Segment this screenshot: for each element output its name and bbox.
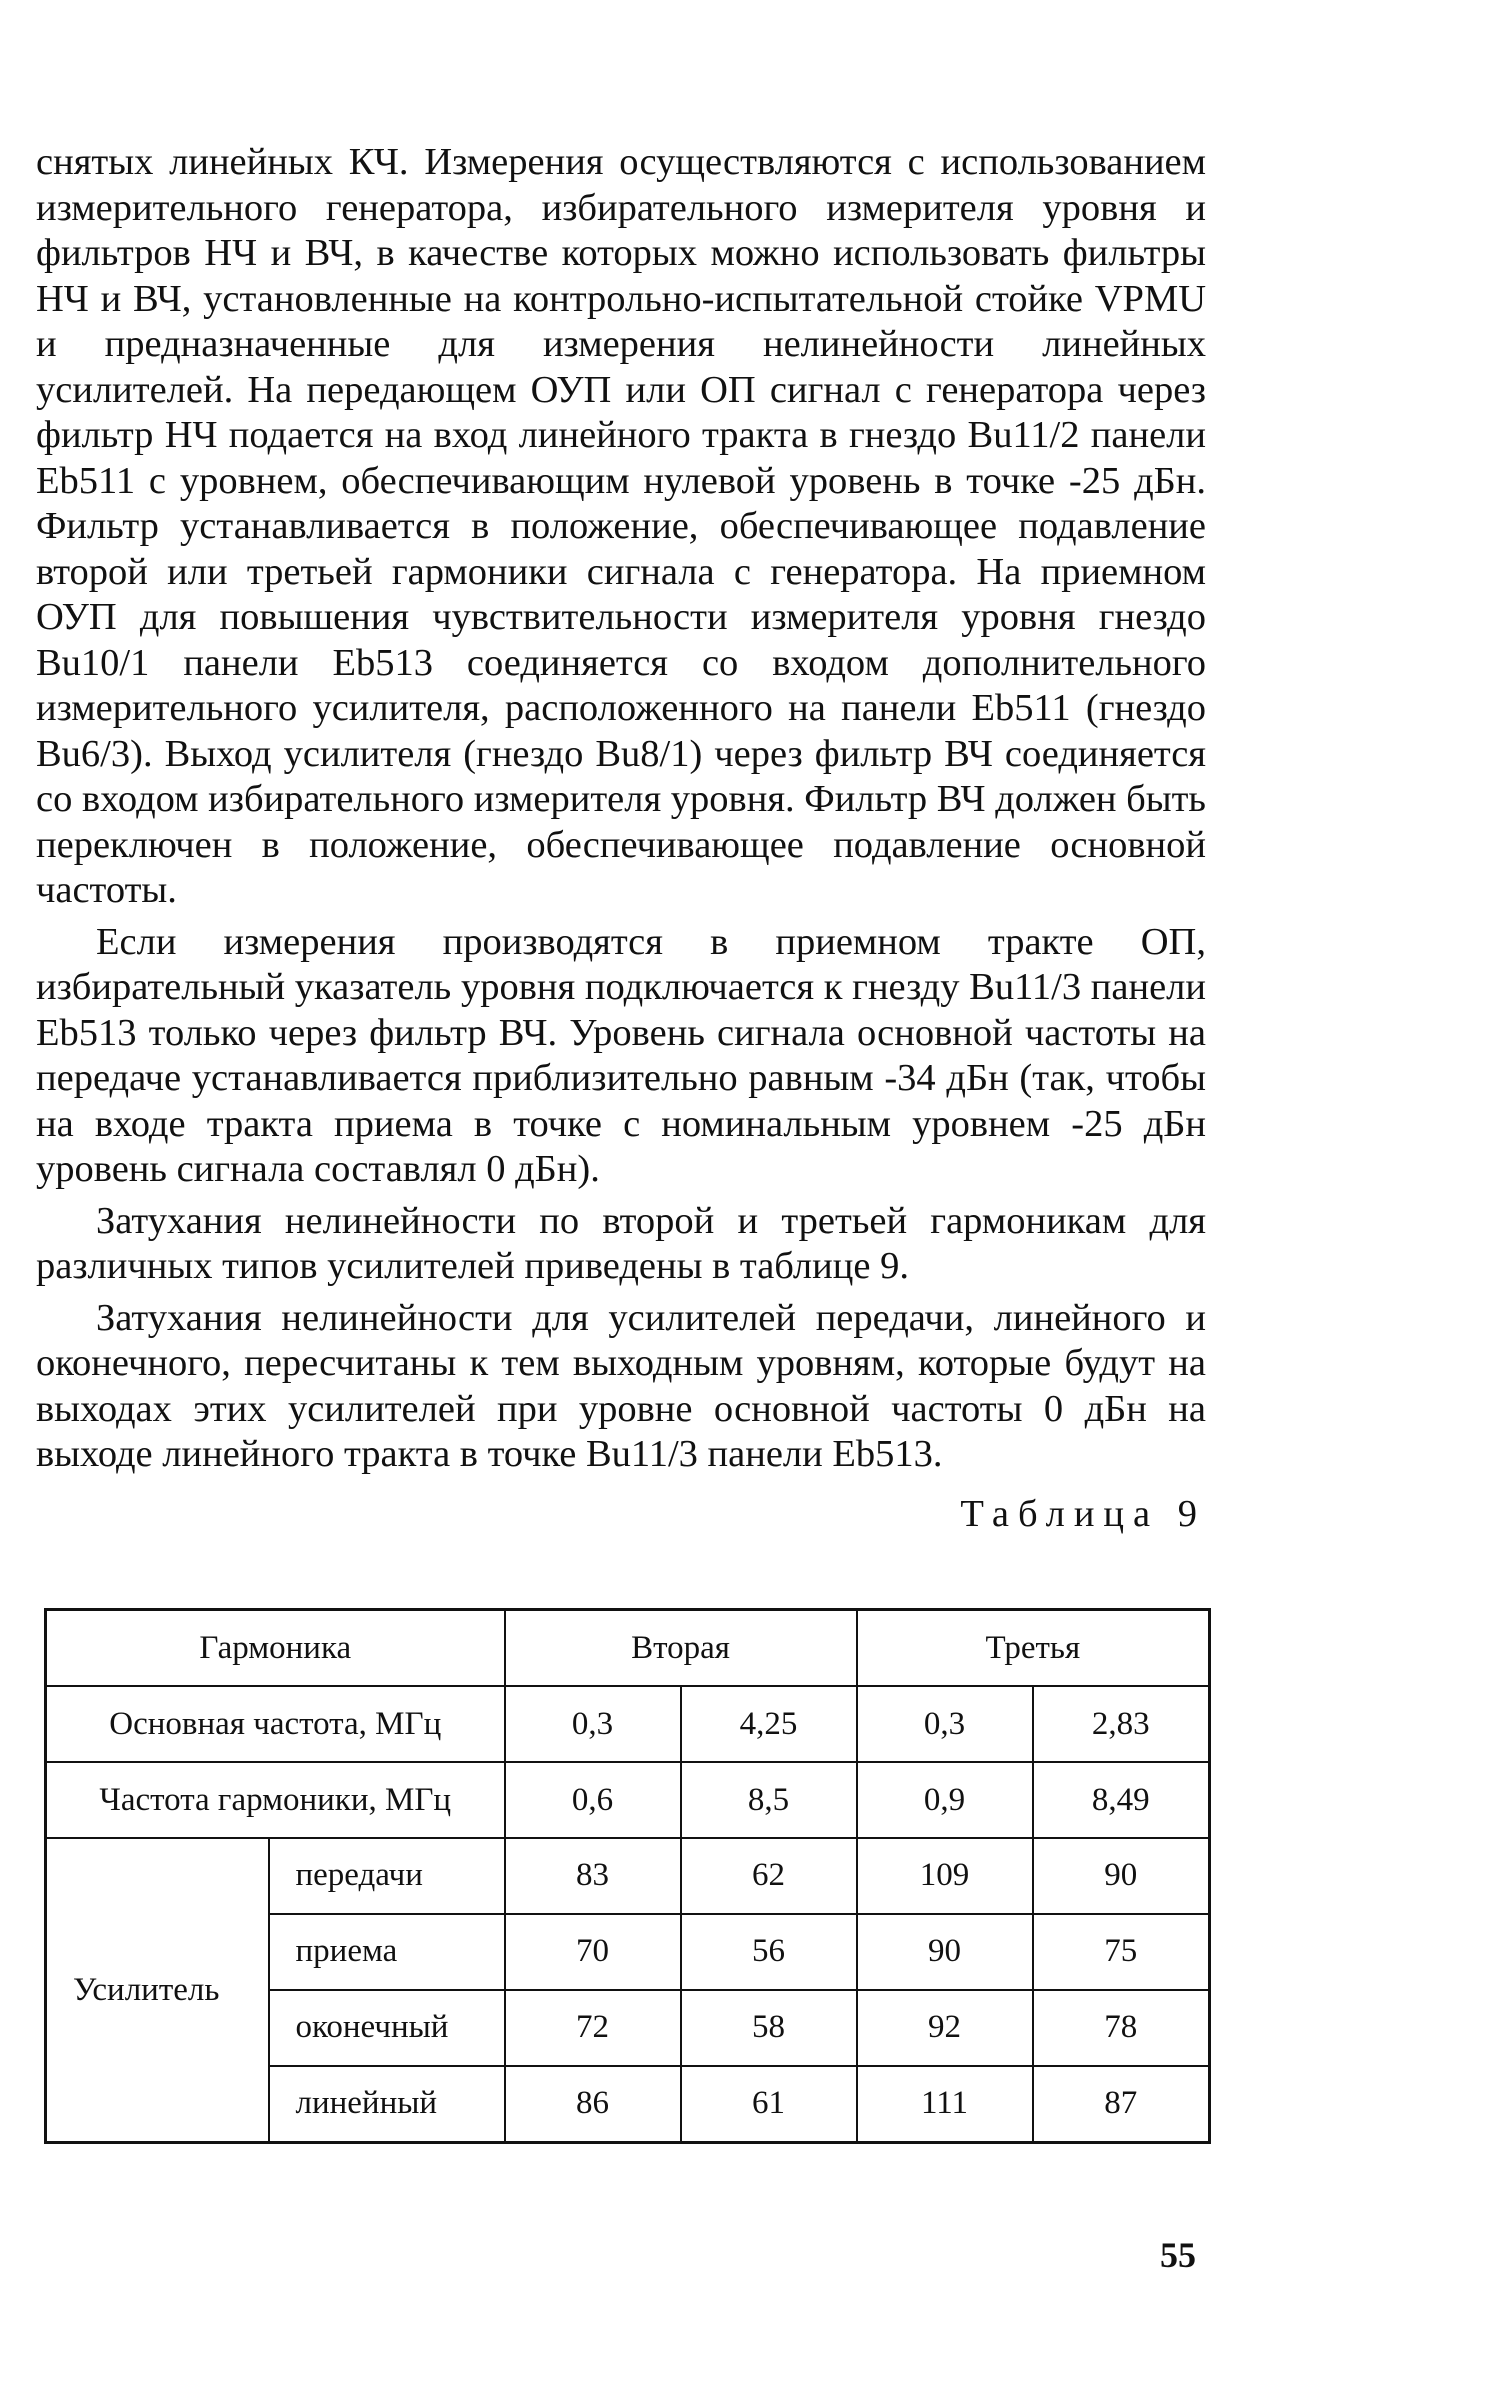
amplifier-label: Усилитель <box>46 1838 269 2142</box>
amplifier-type: приема <box>269 1914 505 1990</box>
table-cell: 2,83 <box>1033 1686 1210 1762</box>
table-cell: 111 <box>857 2066 1033 2143</box>
table-cell: 0,9 <box>857 1762 1033 1838</box>
paragraph-4: Затухания нелинейности для усилителей передачи, линейного и оконечного, пересчитаны к тем выходным уровням, которые будут на выходах этих усилителей при уровне основной частоты 0 дБн на выходе линейного тракта в точке Bu11/3 панели Eb513. <box>36 1296 1206 1475</box>
harmonics-table <box>44 1608 1211 2144</box>
table-cell: 90 <box>1033 1838 1210 1914</box>
table-cell: 70 <box>505 1914 681 1990</box>
table-cell: 0,3 <box>857 1686 1033 1762</box>
paragraph-2: Если измерения производятся в приемном тракте ОП, избирательный указатель уровня подключается к гнезду Bu11/3 панели Eb513 только через фильтр ВЧ. Уровень сигнала основной частоты на передаче устанавливается приблизительно равным -34 дБн (так, чтобы на входе тракта приема в точке с номинальным уровнем -25 дБн уровень сигнала составлял 0 дБн). <box>36 920 1206 1190</box>
row-label: Основная частота, МГц <box>46 1686 505 1762</box>
header-harmonic: Гармоника <box>46 1610 505 1687</box>
amplifier-type: линейный <box>269 2066 505 2143</box>
table-cell: 83 <box>505 1838 681 1914</box>
table-cell: 56 <box>681 1914 857 1990</box>
paragraph-1: снятых линейных КЧ. Измерения осуществляются с использованием измерительного генератора, избирательного измерителя уровня и фильтров НЧ и ВЧ, в качестве которых можно использовать фильтры НЧ и ВЧ, установленные на контрольно-испытательной стойке VPMU и предназначенные для измерения нелинейности линейных усилителей. На передающем ОУП или ОП сигнал с генератора через фильтр НЧ подается на вход линейного тракта в гнездо Bu11/2 панели Eb511 с уровнем, обеспечивающим нулевой уровень в точке -25 дБн. Фильтр устанавливается в положение, обеспечивающее подавление второй или третьей гармоники сигнала с генератора. На приемном ОУП для повышения чувствительности измерителя уровня гнездо Bu10/1 панели Eb513 соединяется со входом дополнительного измерительного усилителя, расположенного на панели Eb511 (гнездо Bu6/3). Выход усилителя (гнездо Bu8/1) через фильтр ВЧ соединяется со входом избирательного измерителя уровня. Фильтр ВЧ должен быть переключен в положение, обеспечивающее подавление основной частоты. <box>36 141 1206 911</box>
table-cell: 8,5 <box>681 1762 857 1838</box>
table-cell: 58 <box>681 1990 857 2066</box>
amplifier-type: оконечный <box>269 1990 505 2066</box>
table-row <box>46 1838 1210 1914</box>
table-cell: 75 <box>1033 1914 1210 1990</box>
row-label: Частота гармоники, МГц <box>46 1762 505 1838</box>
table-cell: 90 <box>857 1914 1033 1990</box>
table-row <box>46 1686 1210 1762</box>
header-third: Третья <box>857 1610 1210 1687</box>
amplifier-type: передачи <box>269 1838 505 1914</box>
table-cell: 61 <box>681 2066 857 2143</box>
header-second: Вторая <box>505 1610 857 1687</box>
table-row <box>46 1762 1210 1838</box>
page-number: 55 <box>1160 2235 1196 2275</box>
page-body <box>36 140 1206 1537</box>
table-cell: 87 <box>1033 2066 1210 2143</box>
table-cell: 72 <box>505 1990 681 2066</box>
table-cell: 4,25 <box>681 1686 857 1762</box>
table-cell: 86 <box>505 2066 681 2143</box>
paragraph-3: Затухания нелинейности по второй и третьей гармоникам для различных типов усилителей приведены в таблице 9. <box>36 1199 1206 1287</box>
table-cell: 92 <box>857 1990 1033 2066</box>
table-cell: 0,3 <box>505 1686 681 1762</box>
table-cell: 109 <box>857 1838 1033 1914</box>
table-caption: Таблица 9 <box>960 1492 1206 1535</box>
table-cell: 62 <box>681 1838 857 1914</box>
table-cell: 0,6 <box>505 1762 681 1838</box>
table-cell: 8,49 <box>1033 1762 1210 1838</box>
table-cell: 78 <box>1033 1990 1210 2066</box>
table-header-row <box>46 1610 1210 1687</box>
